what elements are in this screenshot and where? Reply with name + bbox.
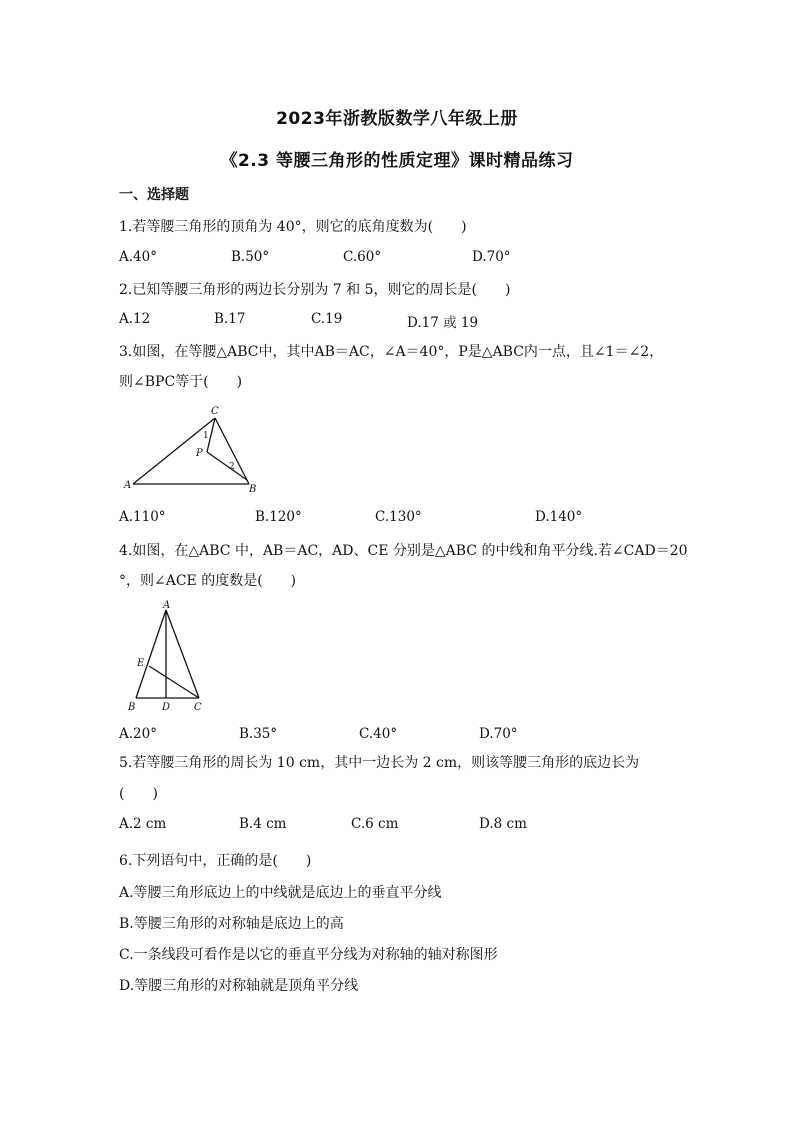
q3-label-b: B xyxy=(249,484,257,495)
q3-option-a: A.110° xyxy=(119,509,166,525)
q5-option-b: B.4 cm xyxy=(239,816,287,832)
q3-label-a: A xyxy=(124,480,132,491)
q4-triangle-figure xyxy=(119,598,219,714)
q5-option-c: C.6 cm xyxy=(351,816,399,832)
question-3-stem-line-2: 则∠BPC等于( ) xyxy=(119,374,243,390)
title-line-2: 《2.3 等腰三角形的性质定理》课时精品练习 xyxy=(220,151,574,171)
q3-option-b: B.120° xyxy=(255,509,302,525)
section-heading: 一、选择题 xyxy=(119,187,189,203)
q4-option-a: A.20° xyxy=(119,726,157,742)
q4-option-b: B.35° xyxy=(239,726,278,742)
q1-option-c: C.60° xyxy=(343,249,382,265)
q6-option-d: D.等腰三角形的对称轴就是顶角平分线 xyxy=(119,978,359,994)
q4-option-d: D.70° xyxy=(479,726,518,742)
q4-side-ab xyxy=(136,610,166,698)
question-1-stem: 1.若等腰三角形的顶角为 40°，则它的底角度数为( ) xyxy=(119,219,467,235)
q4-label-d: D xyxy=(162,702,171,713)
question-6-stem: 6.下列语句中，正确的是( ) xyxy=(119,853,312,869)
q6-option-c: C.一条线段可看作是以它的垂直平分线为对称轴的轴对称图形 xyxy=(119,947,498,963)
question-3-stem-line-1: 3.如图，在等腰△ABC中，其中AB＝AC，∠A＝40°，P是△ABC内一点，且∠1＝∠2， xyxy=(119,344,664,360)
question-5-stem-line-1: 5.若等腰三角形的周长为 10 cm，其中一边长为 2 cm，则该等腰三角形的底边长为 xyxy=(119,755,640,771)
title-line-1: 2023年浙教版数学八年级上册 xyxy=(276,109,518,129)
question-5-stem-line-2: ( ) xyxy=(119,786,158,802)
q4-label-e: E xyxy=(137,658,145,669)
q4-option-c: C.40° xyxy=(359,726,398,742)
q3-label-c: C xyxy=(211,406,219,417)
q2-option-c: C.19 xyxy=(311,311,343,327)
q3-option-c: C.130° xyxy=(375,509,422,525)
q4-bisector-ce xyxy=(149,666,199,698)
q5-option-a: A.2 cm xyxy=(119,816,167,832)
q4-side-ac xyxy=(166,610,199,698)
q2-option-b: B.17 xyxy=(214,311,246,327)
q4-label-c: C xyxy=(194,702,202,713)
question-4-stem-line-2: °，则∠ACE 的度数是( ) xyxy=(119,573,297,589)
q3-label-angle-1: 1 xyxy=(203,431,209,441)
q3-label-p: P xyxy=(196,448,203,459)
q6-option-a: A.等腰三角形底边上的中线就是底边上的垂直平分线 xyxy=(119,885,442,901)
q2-option-d: D.17 或 19 xyxy=(407,315,479,331)
q3-side-cb xyxy=(215,418,249,484)
question-2-stem: 2.已知等腰三角形的两边长分别为 7 和 5，则它的周长是( ) xyxy=(119,282,511,298)
q4-label-a: A xyxy=(163,600,171,611)
q3-label-angle-2: 2 xyxy=(229,462,235,472)
q1-option-a: A.40° xyxy=(119,249,157,265)
q3-triangle-figure xyxy=(119,400,269,496)
q2-option-a: A.12 xyxy=(119,311,151,327)
q1-option-d: D.70° xyxy=(472,249,511,265)
q3-option-d: D.140° xyxy=(535,509,583,525)
q4-label-b: B xyxy=(128,702,136,713)
q3-segment-pb xyxy=(207,452,247,480)
q5-option-d: D.8 cm xyxy=(479,816,527,832)
q1-option-b: B.50° xyxy=(231,249,270,265)
q6-option-b: B.等腰三角形的对称轴是底边上的高 xyxy=(119,916,344,932)
question-4-stem-line-1: 4.如图，在△ABC 中，AB＝AC，AD、CE 分别是△ABC 的中线和角平分线.若∠CAD＝20 xyxy=(119,543,688,559)
